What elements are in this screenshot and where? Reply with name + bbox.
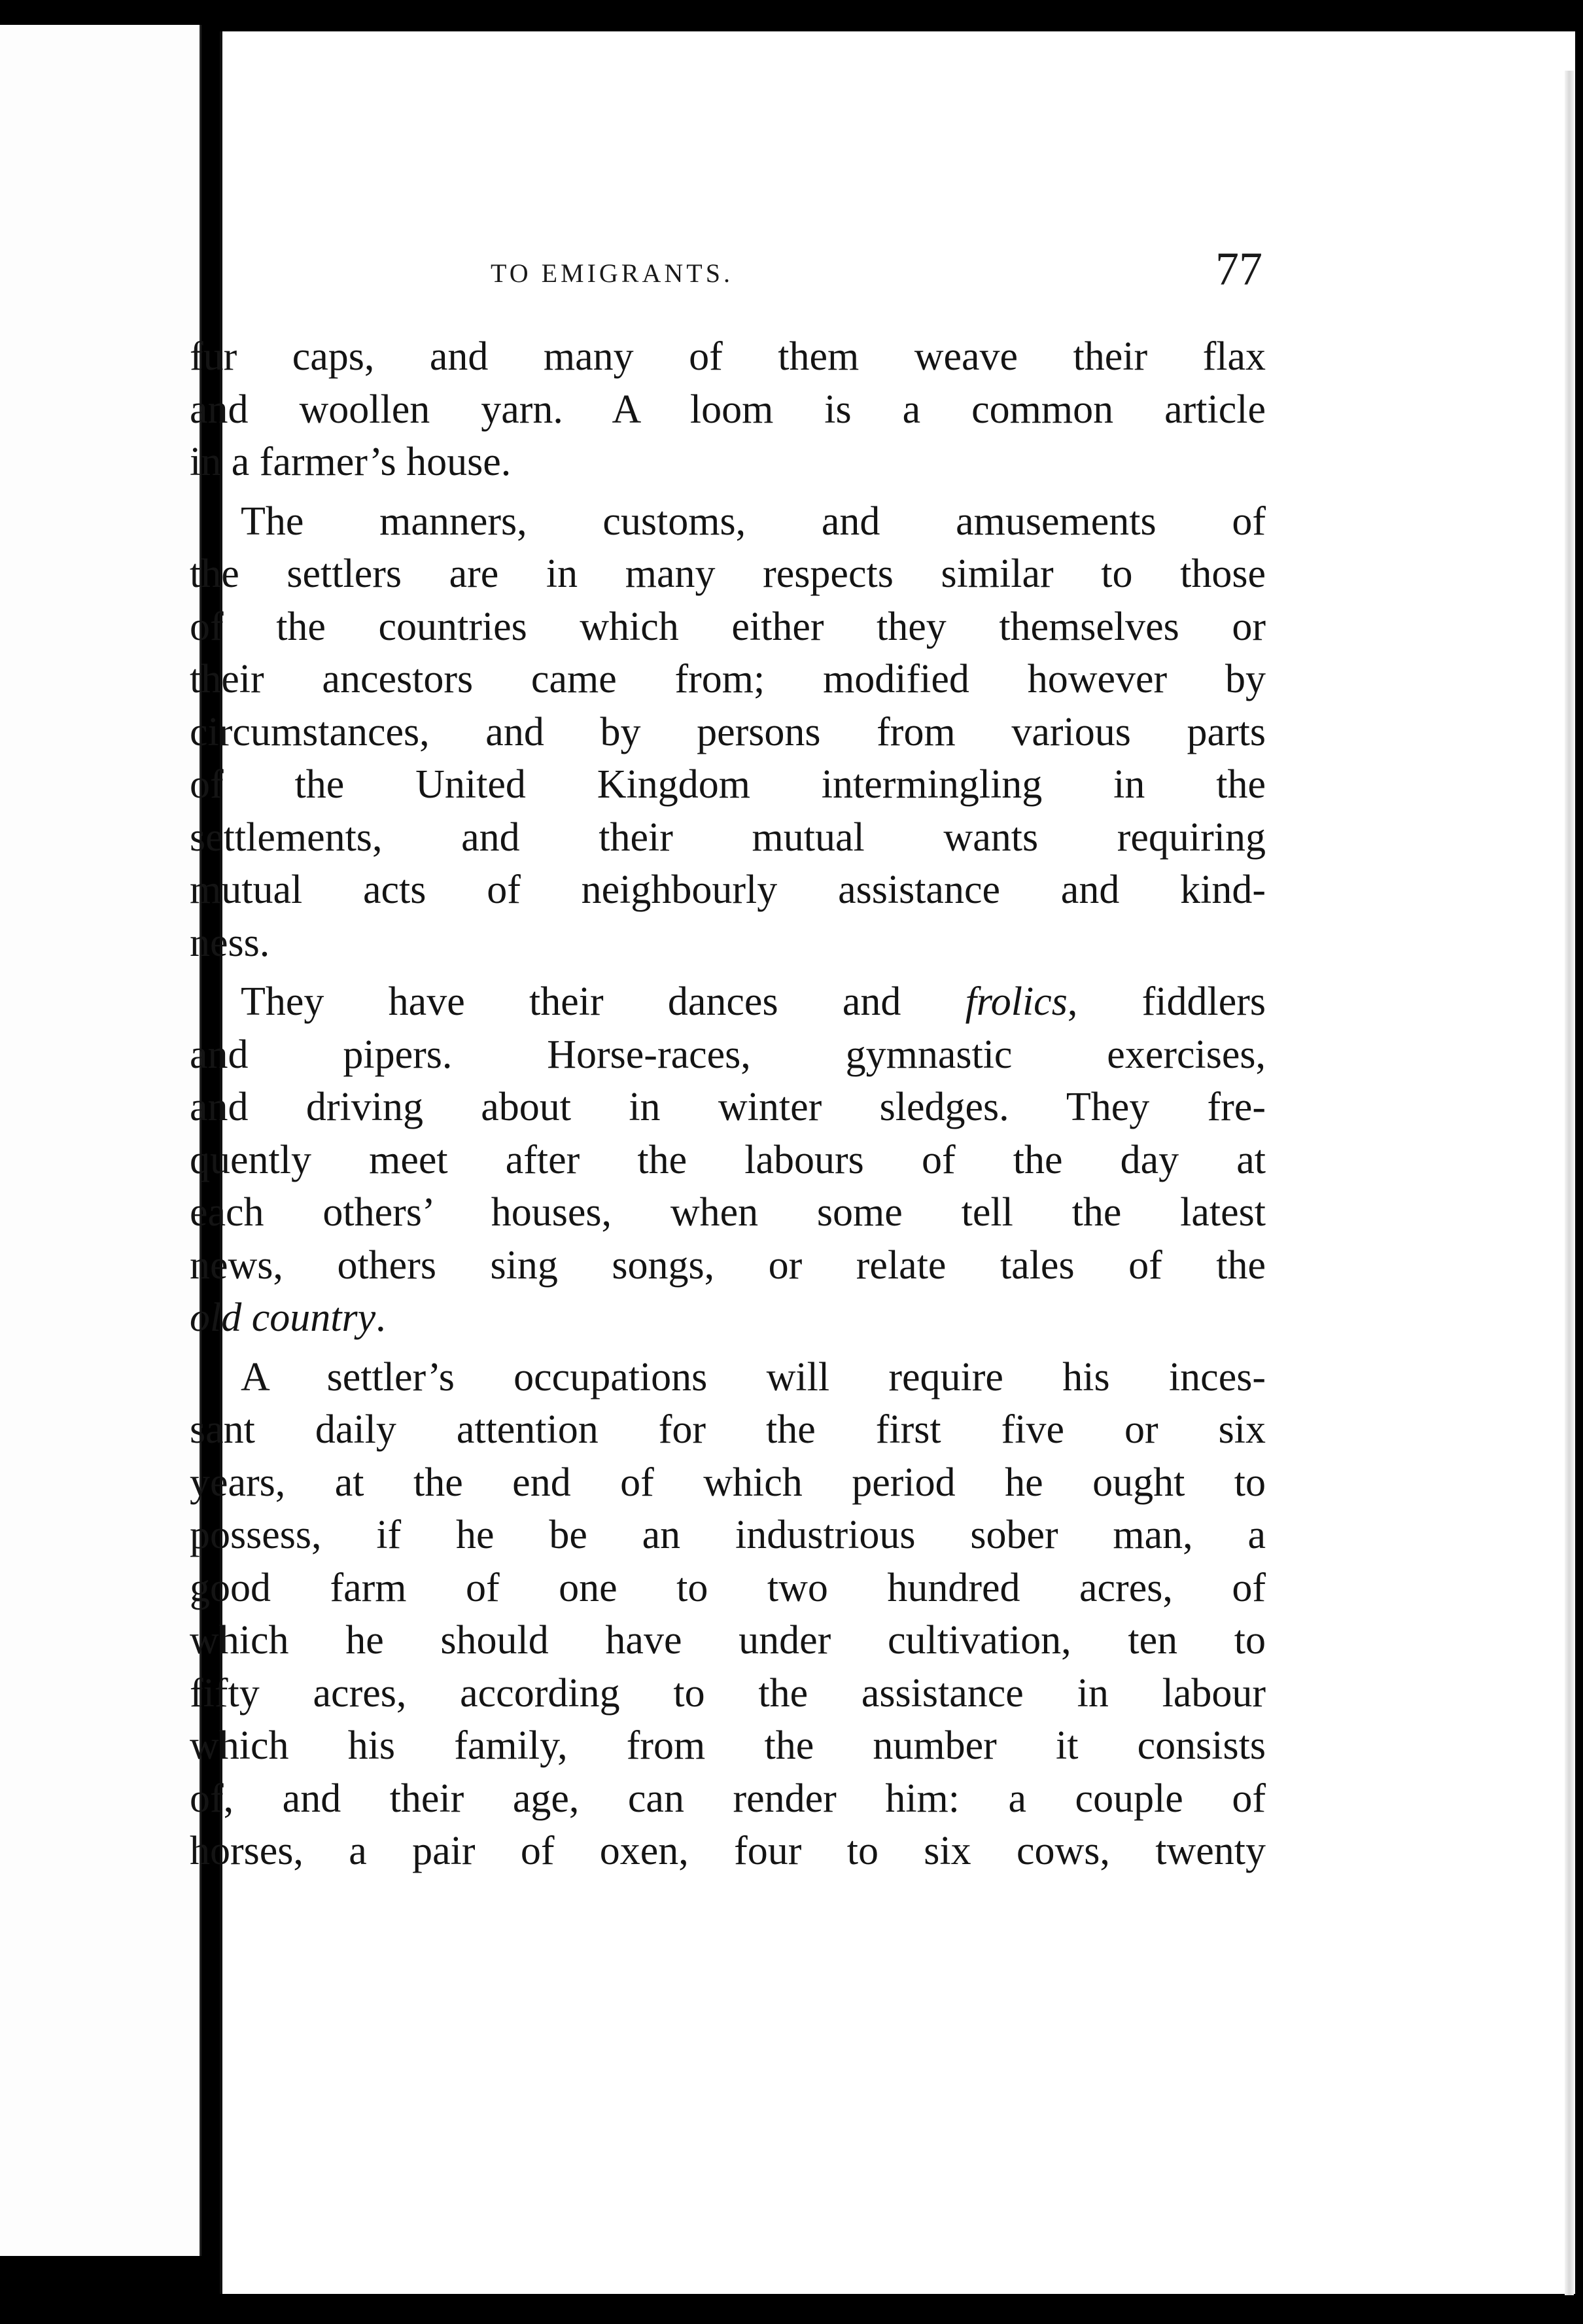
text-line: fur caps, and many of them weave their flax — [190, 334, 1266, 379]
text-line: horses, a pair of oxen, four to six cows, twenty — [190, 1829, 1266, 1873]
text-line: quently meet after the labours of the day at — [190, 1137, 1266, 1182]
text-run: . — [375, 1295, 386, 1340]
text-line: their ancestors came from; modified however by — [190, 657, 1266, 701]
text-line: fifty acres, according to the assistance in labour — [190, 1670, 1266, 1716]
paragraph-4 — [190, 1351, 1266, 1878]
text-line: ness. — [190, 920, 270, 965]
text-line: The manners, customs, and amusements of — [241, 499, 1266, 544]
text-line — [190, 1292, 1266, 1345]
text-line: of, and their age, can render him: a couple of — [190, 1776, 1266, 1821]
page-number: 77 — [1215, 243, 1262, 295]
text-line: years, at the end of which period he ought to — [190, 1460, 1266, 1505]
text-line: and woollen yarn. A loom is a common article — [190, 387, 1266, 432]
paragraph-3 — [190, 976, 1266, 1345]
text-run: , fiddlers — [1067, 979, 1266, 1024]
text-line: of the countries which either they themselves or — [190, 604, 1266, 649]
text-line: the settlers are in many respects similar to those — [190, 552, 1266, 596]
text-line: settlements, and their mutual wants requiring — [190, 815, 1266, 860]
text-line — [190, 976, 1266, 1029]
paragraph-1 — [190, 330, 1266, 489]
text-line: sant daily attention for the first five or six — [190, 1407, 1266, 1452]
text-line: which his family, from the number it consists — [190, 1723, 1266, 1768]
text-line: of the United Kingdom intermingling in the — [190, 762, 1266, 807]
text-line: and driving about in winter sledges. They fre- — [190, 1085, 1266, 1129]
text-line: mutual acts of neighbourly assistance and kind- — [190, 868, 1266, 912]
italic-text: old country — [190, 1295, 376, 1340]
text-line: possess, if he be an industrious sober man, a — [190, 1513, 1266, 1557]
italic-text: frolics — [965, 979, 1068, 1024]
text-line: news, others sing songs, or relate tales of the — [190, 1242, 1266, 1288]
page-header — [190, 222, 1262, 308]
running-head: TO EMIGRANTS. — [491, 258, 733, 288]
text-line: A settler’s occupations will require his inces- — [241, 1354, 1266, 1400]
text-line: in a farmer’s house. — [190, 440, 512, 484]
text-run: They have their dances and — [241, 979, 965, 1024]
paragraph-2 — [190, 495, 1266, 970]
text-line: each others’ houses, when some tell the latest — [190, 1190, 1266, 1235]
text-line: good farm of one to two hundred acres, of — [190, 1565, 1266, 1610]
text-line: circumstances, and by persons from various parts — [190, 709, 1266, 754]
previous-page-edge — [0, 25, 201, 2256]
text-line: and pipers. Horse-races, gymnastic exercises, — [190, 1032, 1266, 1077]
page-fore-edge — [1565, 71, 1574, 2295]
text-line: which he should have under cultivation, ten to — [190, 1618, 1266, 1663]
body-text — [190, 330, 1266, 1878]
